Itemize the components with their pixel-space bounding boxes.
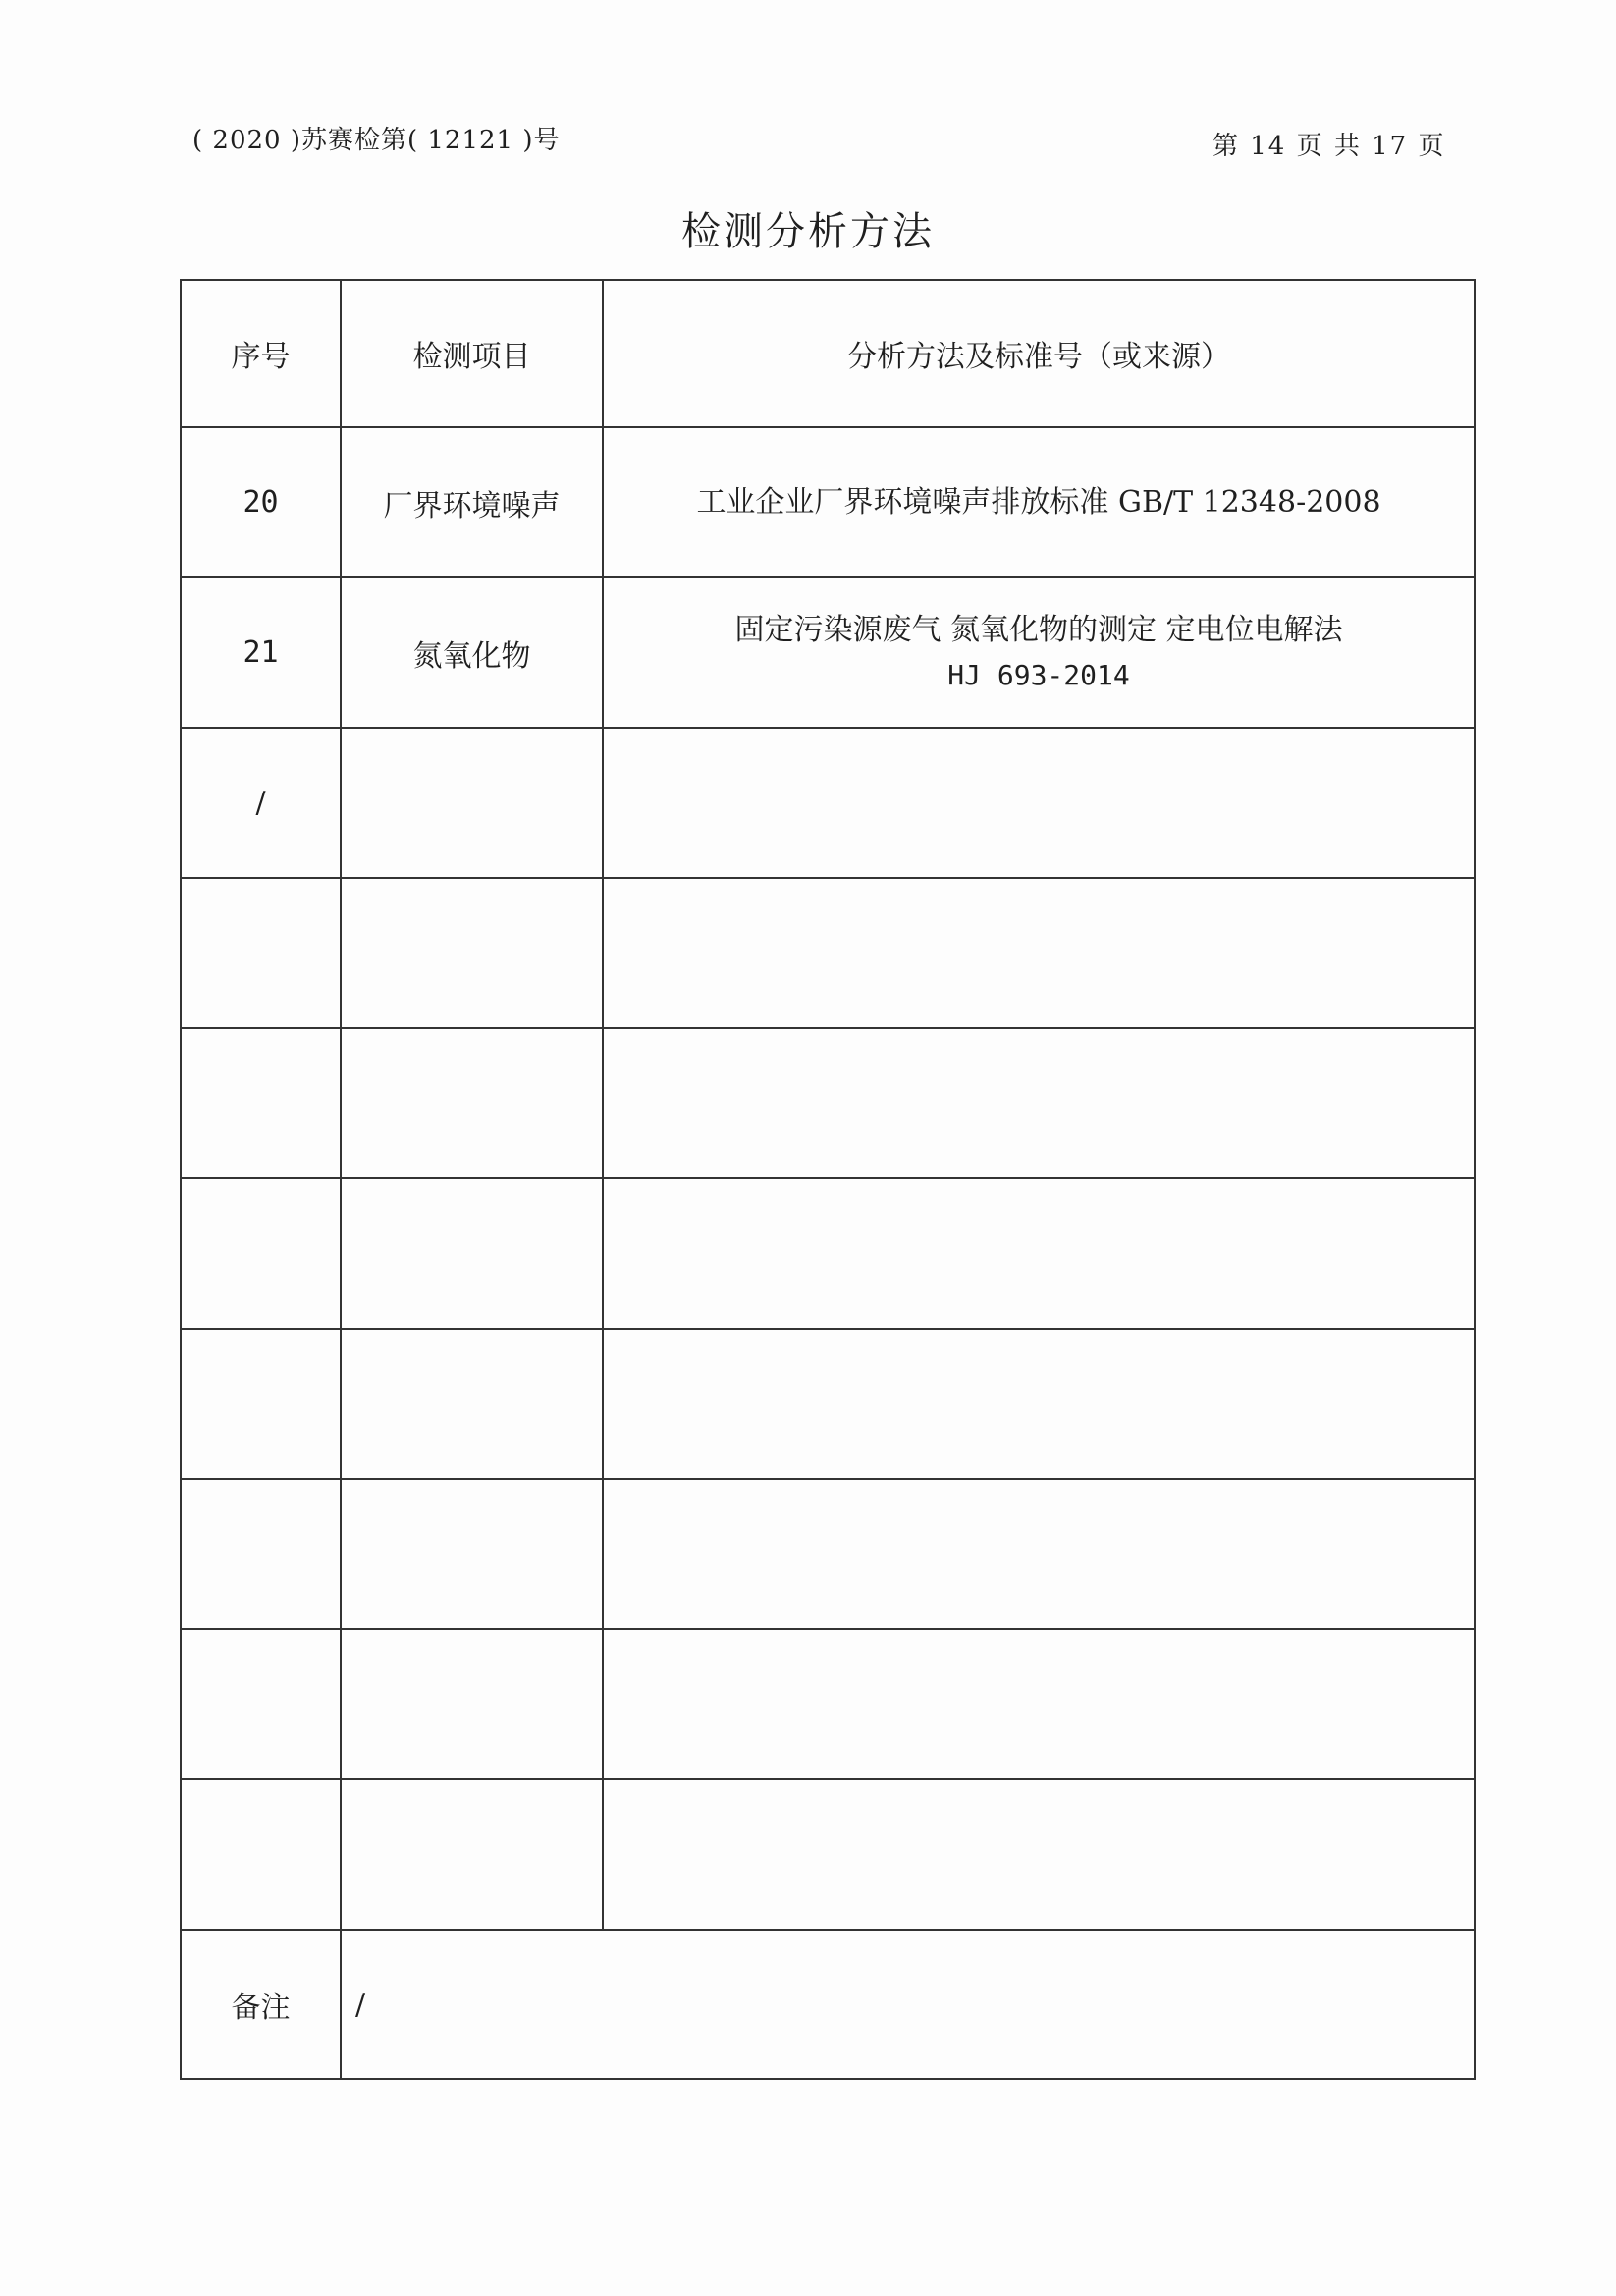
page-indicator: 第 14 页 共 17 页 [1212,132,1446,161]
row-number: 21 [181,577,341,728]
row-method [603,728,1475,878]
row-number [181,1629,341,1779]
table-row [181,1479,1475,1629]
table-row [181,577,1475,728]
row-method [603,427,1475,577]
table-row [181,1629,1475,1779]
row-method [603,878,1475,1028]
row-number: 20 [181,427,341,577]
table-row [181,427,1475,577]
row-number: / [181,728,341,878]
row-method [603,1629,1475,1779]
analysis-methods-table [180,279,1476,2080]
row-number [181,1329,341,1479]
row-item [341,1329,603,1479]
table-row [181,1028,1475,1178]
row-method [603,1178,1475,1329]
row-item [341,1178,603,1329]
row-number [181,1479,341,1629]
row-method [603,1479,1475,1629]
method-line: 工业企业厂界环境噪声排放标准 GB/T 12348-2008 [696,484,1381,519]
table-row [181,1329,1475,1479]
report-number: ( 2020 )苏赛检第( 12121 )号 [192,126,561,155]
row-number [181,1028,341,1178]
remark-label: 备注 [181,1930,341,2079]
table-row [181,878,1475,1028]
row-number [181,1178,341,1329]
method-line: HJ 693-2014 [947,659,1130,692]
row-method [603,1779,1475,1930]
row-method [603,577,1475,728]
table-header-row [181,280,1475,427]
remark-row [181,1930,1475,2079]
row-item [341,728,603,878]
row-item [341,1479,603,1629]
column-header-item: 检测项目 [341,280,603,427]
table-row [181,1779,1475,1930]
row-item [341,1028,603,1178]
method-line: 固定污染源废气 氮氧化物的测定 定电位电解法 [734,613,1343,648]
column-header-no: 序号 [181,280,341,427]
row-method [603,1028,1475,1178]
row-item: 厂界环境噪声 [341,427,603,577]
row-item [341,1779,603,1930]
table-row [181,1178,1475,1329]
table-row [181,728,1475,878]
row-method [603,1329,1475,1479]
row-number [181,878,341,1028]
remark-value: / [341,1930,1475,2079]
row-number [181,1779,341,1930]
column-header-method: 分析方法及标准号（或来源） [603,280,1475,427]
row-item: 氮氧化物 [341,577,603,728]
page-title: 检测分析方法 [681,209,935,254]
row-item [341,878,603,1028]
row-item [341,1629,603,1779]
